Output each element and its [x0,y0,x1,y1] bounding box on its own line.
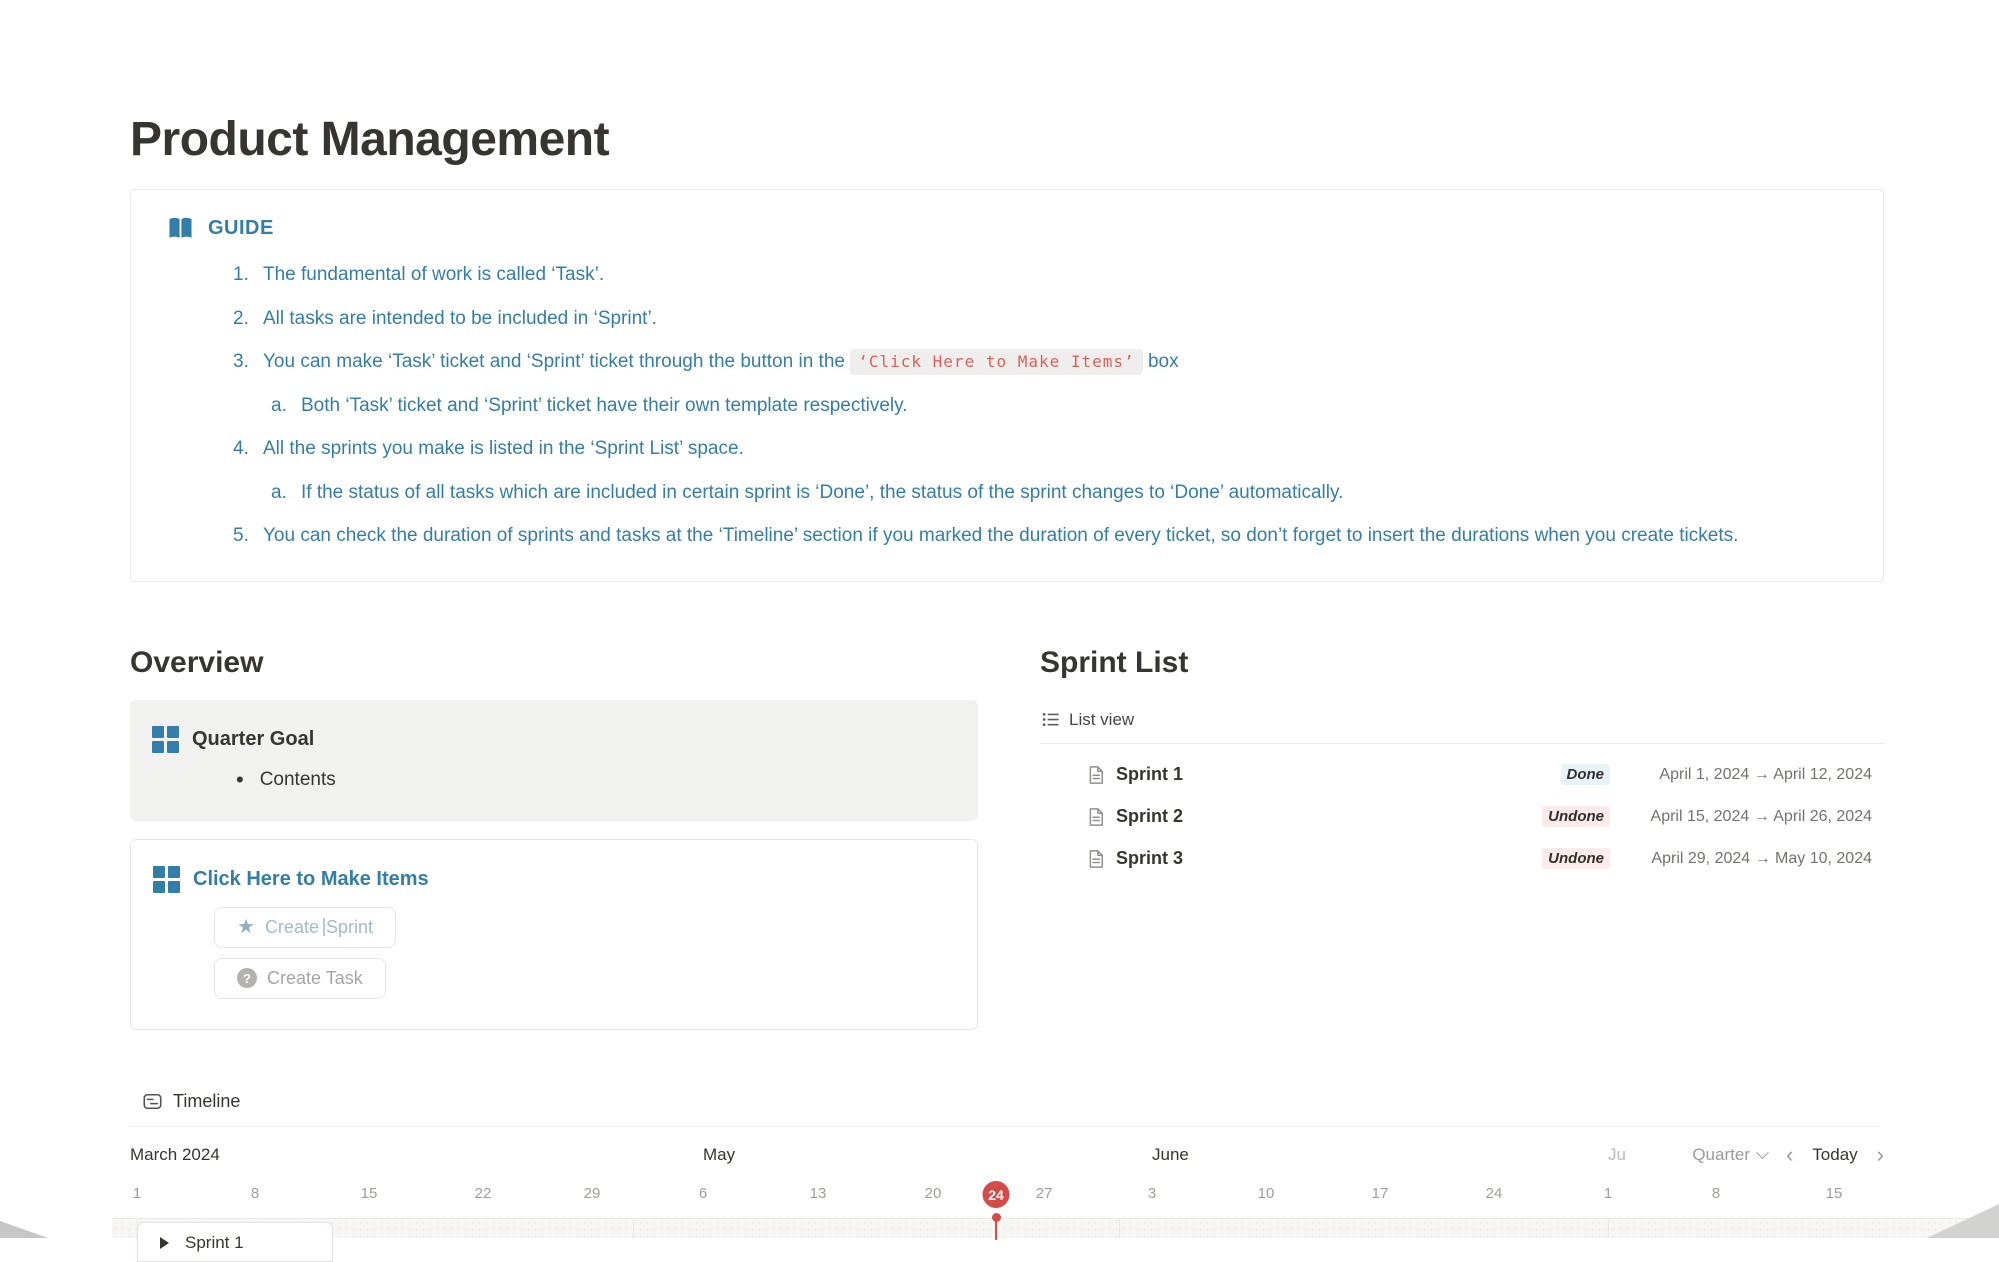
open-book-icon [167,216,194,241]
divider [1040,743,1884,744]
prev-button[interactable]: ‹ [1785,1142,1794,1167]
sprint-rows [1040,754,1884,880]
list-view-icon [1042,711,1059,728]
guide-item-2: 2. All tasks are intended to be included in ‘Sprint’. [233,307,657,329]
date-tick: 15 [1825,1185,1843,1202]
guide-title: GUIDE [208,217,274,239]
date-tick: 27 [1035,1185,1053,1202]
sprint-list-column [1040,646,1884,1030]
chevron-down-icon [1756,1146,1769,1159]
date-tick: 13 [809,1185,827,1202]
today-button[interactable]: Today [1812,1145,1858,1164]
divider [128,1126,1880,1127]
quarter-goal-content: Contents [259,768,336,790]
date-tick: 15 [360,1185,378,1202]
sprint-dates: April 1, 2024 → April 12, 2024 [1659,765,1872,783]
cursor-bar [323,918,325,936]
date-tick: 6 [698,1185,708,1202]
quarter-goal-title: Quarter Goal [192,727,315,750]
sprint-list-heading: Sprint List [1040,645,1189,679]
bullet-dot: • [236,766,244,792]
status-badge: Undone [1542,806,1610,827]
date-tick: 3 [1147,1185,1157,1202]
date-tick: 1 [1603,1185,1613,1202]
guide-item-1: 1. The fundamental of work is called ‘Task’. [233,264,605,285]
timeline-sprint-card[interactable]: Sprint 1 [137,1222,333,1262]
grid-icon [153,866,180,893]
date-tick: 29 [583,1185,601,1202]
guide-item-3: 3. You can make ‘Task’ ticket and ‘Sprint’ ticket through the button in the ‘Click Here to Make Items’ box [233,348,1839,377]
overview-heading: Overview [130,645,264,679]
next-button[interactable]: › [1876,1142,1884,1167]
sprint-row-3[interactable]: Sprint 3 Undone April 29, 2024 → May 10, 2024 [1040,838,1884,880]
date-tick: 17 [1371,1185,1389,1202]
overview-column [130,646,978,1030]
date-tick: 8 [250,1185,260,1202]
timeline-tab[interactable]: Timeline [143,1091,240,1112]
month-label-july-faded: Ju [1608,1145,1626,1164]
status-badge: Undone [1542,848,1610,869]
date-tick: 24 [1485,1185,1503,1202]
guide-list [233,261,1839,551]
month-boundary-line [1119,1218,1120,1238]
date-tick: 1 [132,1185,142,1202]
sprint-dates: April 29, 2024 → May 10, 2024 [1651,849,1872,867]
guide-header [167,216,1839,241]
date-tick: 22 [474,1185,492,1202]
guide-item-5: 5. You can check the duration of sprints and tasks at the ‘Timeline’ section if you marked the duration of every ticket, so don’t forget to insert the durations when you create tickets. [233,525,1739,546]
today-marker: 24 [983,1181,1010,1208]
grid-icon [152,726,179,753]
star-icon: ★ [237,916,255,938]
sprint-dates: April 15, 2024 → April 26, 2024 [1650,807,1872,825]
quarter-goal-box [130,700,978,821]
page-icon [1086,807,1106,827]
page-icon [1086,765,1106,785]
timeline-icon [143,1092,162,1111]
create-sprint-button[interactable]: ★ Create Sprint [214,907,396,948]
guide-item-4: 4. All the sprints you make is listed in the ‘Sprint List’ space. [233,438,744,459]
timeline-section [0,1085,1999,1252]
sprint-row-2[interactable]: Sprint 2 Undone April 15, 2024 → April 26, 2024 [1040,796,1884,838]
create-task-button[interactable]: ? Create Task [214,958,386,999]
date-tick: 20 [924,1185,942,1202]
status-badge: Done [1561,764,1611,785]
today-line [995,1218,997,1240]
page-icon [1086,849,1106,869]
columns [130,646,1884,1030]
expand-triangle-icon[interactable] [160,1237,169,1249]
month-boundary-line [1608,1218,1609,1238]
date-tick: 8 [1711,1185,1721,1202]
make-items-box [130,839,978,1030]
quarter-goal-bullet-item [236,766,956,792]
code-chip: ‘Click Here to Make Items’ [850,349,1142,375]
date-tick: 10 [1257,1185,1275,1202]
month-label-march: March 2024 [130,1145,220,1164]
guide-callout [130,189,1884,582]
sprint-row-1[interactable]: Sprint 1 Done April 1, 2024 → April 12, 2024 [1040,754,1884,796]
guide-item-4a: a. If the status of all tasks which are included in certain sprint is ‘Done’, the status of the sprint changes to ‘Done’ automatically. [271,481,1344,503]
list-view-tab[interactable]: List view [1042,710,1884,730]
month-label-june: June [1152,1145,1189,1164]
question-circle-icon: ? [237,968,257,988]
timeline-controls [1646,1139,1884,1171]
timeline-grid [112,1218,1999,1238]
make-items-title: Click Here to Make Items [193,867,429,890]
month-label-may: May [703,1145,736,1164]
page-title: Product Management [130,113,610,166]
guide-item-3a: a. Both ‘Task’ ticket and ‘Sprint’ ticket have their own template respectively. [271,394,908,416]
scale-dropdown[interactable]: Quarter [1692,1145,1767,1165]
month-boundary-line [633,1218,634,1238]
